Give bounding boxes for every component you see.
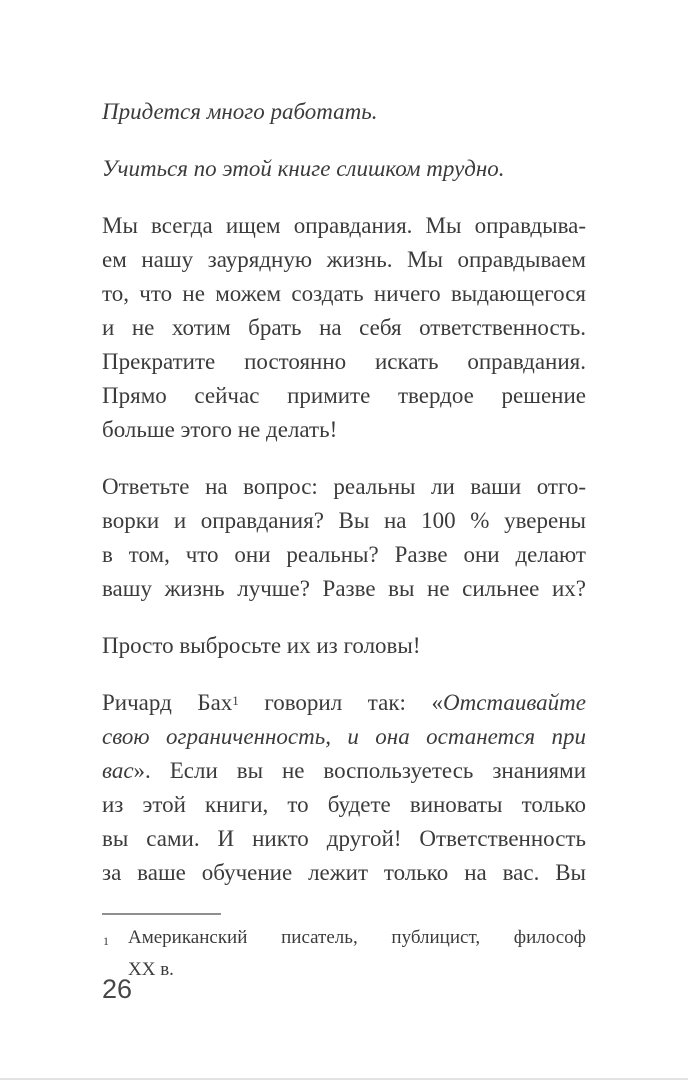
- body-line: за ваше обучение лежит только на вас. Вы: [102, 860, 586, 885]
- body-line: [102, 686, 586, 720]
- epigraph-line: Придется много работать.: [102, 99, 378, 124]
- paragraph: [102, 209, 586, 447]
- body-line: вы сами. И никто другой! Ответственность: [102, 826, 586, 851]
- body-line: [102, 754, 586, 788]
- footnote-line: Американский писатель, публицист, философ: [128, 927, 586, 948]
- body-line: Просто выбросьте их из головы!: [102, 633, 421, 658]
- body-line: вашу жизнь лучше? Разве вы не сильнее их?: [102, 576, 586, 601]
- footnote-line: XX в.: [128, 959, 174, 980]
- footnote-reference: 1: [232, 692, 239, 708]
- quote-text: говорил так: «: [238, 690, 444, 715]
- body-line: Прекратите постоянно искать оправдания.: [102, 349, 586, 374]
- paragraph: [102, 470, 586, 606]
- body-line: Ответьте на вопрос: реальны ли ваши отго-: [102, 474, 586, 499]
- footnote: [102, 922, 586, 986]
- body-line: в том, что они реальны? Разве они делают: [102, 542, 586, 567]
- body-line: ем нашу заурядную жизнь. Мы оправдываем: [102, 247, 586, 272]
- quote-text: ». Если вы не воспользуетесь знаниями: [133, 758, 586, 783]
- quote-text: Ричард Бах: [102, 690, 233, 715]
- body-line: из этой книги, то будете виноваты только: [102, 792, 586, 817]
- quote-italic-line: свою ограниченность, и она останется при: [102, 724, 586, 749]
- body-line: ворки и оправдания? Вы на 100 % уверены: [102, 508, 586, 533]
- footnote-separator: [102, 913, 221, 915]
- text-column: [102, 95, 586, 986]
- body-line: то, что не можем создать ничего выдающегося: [102, 281, 586, 306]
- quote-italic-text: вас: [102, 758, 134, 783]
- body-line: Прямо сейчас примите твердое решение: [102, 383, 586, 408]
- body-line: больше этого не делать!: [102, 417, 338, 442]
- quote-paragraph: [102, 686, 586, 890]
- epigraph-line: Учиться по этой книге слишком трудно.: [102, 156, 505, 181]
- quote-italic-text: Отстаивайте: [443, 690, 586, 715]
- paragraph: [102, 629, 586, 663]
- page-number: 26: [102, 974, 133, 1004]
- body-line: и не хотим брать на себя ответственность.: [102, 315, 586, 340]
- footnote-marker: 1: [103, 934, 109, 948]
- body-line: Мы всегда ищем оправдания. Мы оправдыва-: [102, 213, 586, 238]
